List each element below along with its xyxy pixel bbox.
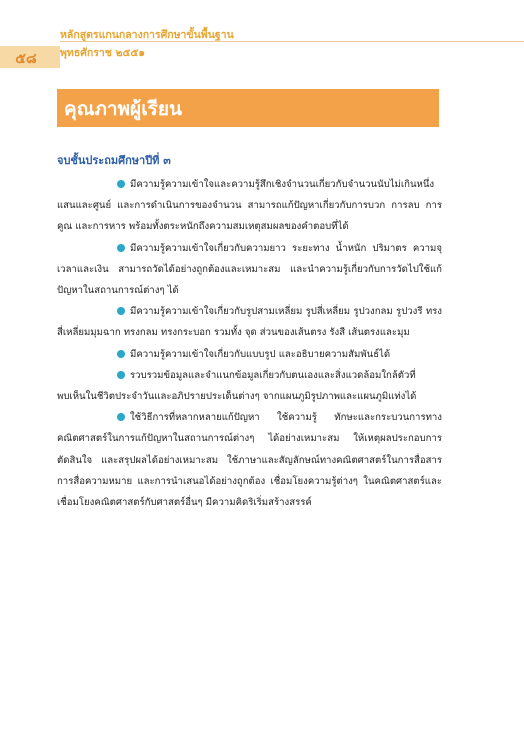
list-item bbox=[57, 238, 442, 302]
bullet-icon bbox=[117, 371, 125, 379]
bullet-icon bbox=[117, 350, 125, 358]
list-item bbox=[57, 344, 442, 365]
section-heading: จบชั้นประถมศึกษาปีที่ ๓ bbox=[57, 154, 171, 167]
header-divider bbox=[60, 41, 524, 42]
list-item-text: มีความรู้ความเข้าใจเกี่ยวกับความยาว ระยะทาง น้ำหนัก ปริมาตร ความจุ เวลาและเงิน สามารถวัดได้อย่างถูกต้องและเหมาะสม และนำความรู้เกี่ยวกับการวัดไปใช้แก้ปัญหาในสถานการณ์ต่างๆ ได้ bbox=[57, 242, 442, 297]
list-item bbox=[57, 365, 442, 407]
list-item-text: มีความรู้ความเข้าใจเกี่ยวกับแบบรูป และอธิบายความสัมพันธ์ได้ bbox=[130, 348, 391, 360]
page-title: คุณภาพผู้เรียน bbox=[64, 98, 183, 120]
list-item bbox=[57, 174, 442, 238]
bullet-icon bbox=[117, 307, 125, 315]
book-title: หลักสูตรแกนกลางการศึกษาขั้นพื้นฐาน bbox=[60, 29, 234, 41]
list-item-text: มีความรู้ความเข้าใจและความรู้สึกเชิงจำนวนเกี่ยวกับจำนวนนับไม่เกินหนึ่งแสนและศูนย์ และการดำเนินการของจำนวน สามารถแก้ปัญหาเกี่ยวกับการบวก การลบ การคูณ และการหาร พร้อมทั้งตระหนักถึงความสมเหตุสมผลของคำตอบที่ได้ bbox=[57, 179, 442, 233]
list-item-text: ใช้วิธีการที่หลากหลายแก้ปัญหา ใช้ความรู้ ทักษะและกระบวนการทางคณิตศาสตร์ในการแก้ปัญหาในสถานการณ์ต่างๆ ได้อย่างเหมาะสม ให้เหตุผลประกอบการตัดสินใจ และสรุปผลได้อย่างเหมาะสม ใช้ภาษาและสัญลักษณ์ทางคณิตศาสตร์ในการสื่อสาร การสื่อความหมาย และการนำเสนอได้อย่างถูกต้อง เชื่อมโยงความรู้ต่างๆ ในคณิตศาสตร์และเชื่อมโยงคณิตศาสตร์กับศาสตร์อื่นๆ มีความคิดริเริ่มสร้างสรรค์ bbox=[57, 412, 442, 509]
quality-list bbox=[57, 174, 442, 513]
list-item bbox=[57, 407, 442, 513]
list-item bbox=[57, 301, 442, 343]
page-number: ๕๘ bbox=[15, 51, 37, 67]
bullet-icon bbox=[117, 244, 125, 252]
list-item-text: รวบรวมข้อมูลและจำแนกข้อมูลเกี่ยวกับตนเองและสิ่งแวดล้อมใกล้ตัวที่พบเห็นในชีวิตประจำวันและอภิปรายประเด็นต่างๆ จากแผนภูมิรูปภาพและแผนภูมิแท่งได้ bbox=[57, 369, 417, 403]
list-item-text: มีความรู้ความเข้าใจเกี่ยวกับรูปสามเหลี่ยม รูปสี่เหลี่ยม รูปวงกลม รูปวงรี ทรงสี่เหลี่ยมมุมฉาก ทรงกลม ทรงกระบอก รวมทั้ง จุด ส่วนของเส้นตรง รังสี เส้นตรงและมุม bbox=[57, 306, 442, 339]
bullet-icon bbox=[117, 413, 125, 421]
bullet-icon bbox=[117, 180, 125, 188]
book-edition: พุทธศักราช ๒๕๕๑ bbox=[60, 47, 146, 59]
